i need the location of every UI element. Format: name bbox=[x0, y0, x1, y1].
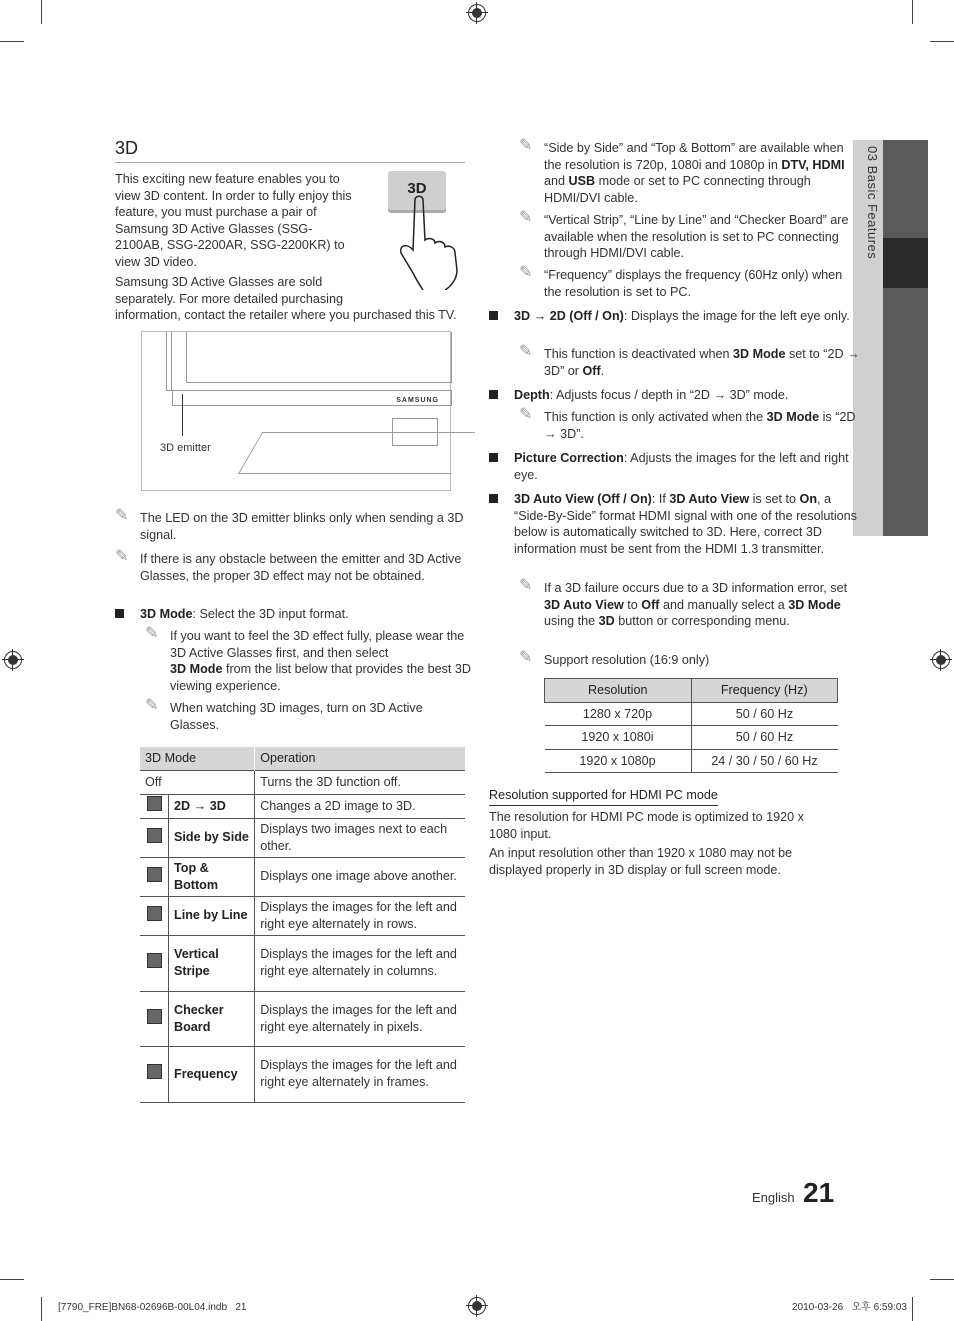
note-frequency: ✎ “Frequency” displays the frequency (60Hz only) when the resolution is set to PC. bbox=[519, 264, 843, 299]
table-row: Line by Line Displays the images for the left and right eye alternately in rows. bbox=[140, 896, 465, 935]
vertical-stripe-icon bbox=[147, 953, 162, 968]
note-pencil-icon: ✎ bbox=[519, 209, 533, 226]
bullet-3d-to-2d: 3D → 2D (Off / On): Displays the image for the left eye only. bbox=[489, 308, 859, 325]
line-by-line-icon bbox=[147, 906, 162, 921]
side-by-side-icon bbox=[147, 828, 162, 843]
pc-mode-title: Resolution supported for HDMI PC mode bbox=[489, 787, 718, 806]
3d-button-label: 3D bbox=[407, 180, 427, 197]
note-side-by-side-availability: ✎ “Side by Side” and “Top & Bottom” are available when the resolution is 720p, 1080i and 1080p in DTV, HDMI and USB mode or set to PC connecting through HDMI/DVI cable. bbox=[519, 137, 845, 205]
mode-2d-3d-icon bbox=[147, 796, 162, 811]
col-header-operation: Operation bbox=[255, 747, 465, 770]
pc-mode-paragraph-2: An input resolution other than 1920 x 1080 may not be displayed properly in 3D display or full screen mode. bbox=[489, 846, 793, 877]
note-turn-on-glasses: ✎ When watching 3D images, turn on 3D Active Glasses. bbox=[145, 697, 423, 732]
table-row: 1280 x 720p 50 / 60 Hz bbox=[545, 702, 838, 726]
note-pencil-icon: ✎ bbox=[519, 577, 533, 594]
table-row: Frequency Displays the images for the left and right eye alternately in frames. bbox=[140, 1046, 465, 1102]
page-number: 21 bbox=[803, 1177, 835, 1208]
note-pencil-icon: ✎ bbox=[519, 264, 533, 281]
crop-mark bbox=[930, 1279, 954, 1280]
note-wear-glasses: ✎ If you want to feel the 3D effect fully, please wear the 3D Active Glasses first, and then select 3D Mode from the list below that provides the best 3D viewing experience. bbox=[145, 625, 471, 693]
frequency-icon bbox=[147, 1064, 162, 1079]
registration-mark-icon bbox=[468, 1297, 486, 1315]
section-title: 3D bbox=[115, 138, 139, 158]
note-pencil-icon: ✎ bbox=[519, 343, 533, 360]
note-led: ✎ The LED on the 3D emitter blinks only when sending a 3D signal. bbox=[115, 507, 464, 542]
intro-paragraph: This exciting new feature enables you to view 3D content. In order to fully enjoy this feature, you must purchase a pair of Samsung 3D Active Glasses (SSG-2100AB, SSG-2200AR, SSG-2200KR) to view 3D video. bbox=[115, 172, 352, 269]
emitter-leader-line bbox=[182, 394, 183, 436]
top-bottom-icon bbox=[147, 867, 162, 882]
col-header-resolution: Resolution bbox=[545, 679, 692, 703]
table-row: Side by Side Displays two images next to each other. bbox=[140, 818, 465, 857]
title-rule bbox=[115, 162, 465, 163]
footer-file-info: [7790_FRE]BN68-02696B-00L04.indb 21 bbox=[58, 1302, 247, 1313]
emitter-label: 3D emitter bbox=[160, 442, 211, 454]
note-pencil-icon: ✎ bbox=[145, 625, 159, 642]
note-pencil-icon: ✎ bbox=[145, 697, 159, 714]
table-row: 1920 x 1080i 50 / 60 Hz bbox=[545, 726, 838, 750]
bullet-depth: Depth: Adjusts focus / depth in “2D → 3D” mode. bbox=[489, 387, 859, 404]
table-row: Top & Bottom Displays one image above another. bbox=[140, 857, 465, 896]
intro-paragraph-2a: Samsung 3D Active Glasses are sold separately. For more detailed purchasing bbox=[115, 275, 343, 306]
note-pencil-icon: ✎ bbox=[519, 406, 533, 423]
registration-mark-icon bbox=[4, 651, 22, 669]
bullet-3d-mode: 3D Mode: Select the 3D input format. bbox=[115, 606, 485, 623]
note-obstacle: ✎ If there is any obstacle between the emitter and 3D Active Glasses, the proper 3D effect may not be obtained. bbox=[115, 548, 462, 583]
crop-mark bbox=[912, 0, 913, 24]
note-3d-failure: ✎ If a 3D failure occurs due to a 3D information error, set 3D Auto View to Off and manually select a 3D Mode using the 3D button or corresponding menu. bbox=[519, 577, 848, 629]
hand-pointing-icon bbox=[395, 195, 470, 290]
pc-mode-paragraph-1: The resolution for HDMI PC mode is optimized to 1920 x 1080 input. bbox=[489, 810, 804, 841]
bullet-square-icon bbox=[489, 311, 498, 320]
crop-mark bbox=[41, 1297, 42, 1321]
side-tab-marker bbox=[883, 238, 928, 288]
side-tab-dark bbox=[883, 140, 928, 536]
crop-mark bbox=[0, 1279, 24, 1280]
tv-bezel-edge bbox=[166, 332, 172, 391]
tv-bottom-bezel bbox=[172, 390, 452, 406]
note-pencil-icon: ✎ bbox=[519, 137, 533, 154]
table-row: 1920 x 1080p 24 / 30 / 50 / 60 Hz bbox=[545, 749, 838, 773]
crop-mark bbox=[0, 41, 24, 42]
note-depth-activated: ✎ This function is only activated when the 3D Mode is “2D → 3D”. bbox=[519, 406, 856, 441]
table-row: Vertical Stripe Displays the images for the left and right eye alternately in columns. bbox=[140, 935, 465, 991]
bullet-square-icon bbox=[115, 609, 124, 618]
crop-mark bbox=[41, 0, 42, 24]
note-vertical-strip: ✎ “Vertical Strip”, “Line by Line” and “Checker Board” are available when the resolution is set to PC connecting through HDMI/DVI cable. bbox=[519, 209, 849, 261]
tv-brand-logo: SAMSUNG bbox=[396, 397, 439, 404]
col-header-frequency: Frequency (Hz) bbox=[691, 679, 838, 703]
note-deactivated: ✎ This function is deactivated when 3D Mode set to “2D → 3D” or Off. bbox=[519, 343, 860, 378]
table-row: 2D → 3D Changes a 2D image to 3D. bbox=[140, 794, 465, 818]
bullet-3d-auto-view: 3D Auto View (Off / On): If 3D Auto View is set to On, a “Side-By-Side” format HDMI signal with one of the resolutions below is automatically switched to 3D. Here, correct 3D information must be sent from the HDMI 1.3 transmitter. bbox=[489, 491, 859, 557]
crop-mark bbox=[912, 1297, 913, 1321]
bullet-square-icon bbox=[489, 390, 498, 399]
bullet-picture-correction: Picture Correction: Adjusts the images for the left and right eye. bbox=[489, 450, 859, 483]
table-row: Checker Board Displays the images for the left and right eye alternately in pixels. bbox=[140, 991, 465, 1046]
bullet-square-icon bbox=[489, 453, 498, 462]
note-pencil-icon: ✎ bbox=[115, 548, 129, 565]
checker-board-icon bbox=[147, 1009, 162, 1024]
side-tab-label: 03 Basic Features bbox=[865, 146, 880, 260]
intro-paragraph-2b: information, contact the retailer where you purchased this TV. bbox=[115, 308, 457, 322]
tv-illustration bbox=[141, 331, 451, 491]
resolution-table bbox=[544, 678, 838, 773]
note-support-resolution: ✎ Support resolution (16:9 only) bbox=[519, 649, 710, 667]
registration-mark-icon bbox=[468, 4, 486, 22]
registration-mark-icon bbox=[932, 651, 950, 669]
tv-screen bbox=[186, 332, 452, 383]
footer-date: 2010-03-26 오후 6:59:03 bbox=[792, 1302, 907, 1313]
col-header-mode: 3D Mode bbox=[140, 747, 255, 770]
footer-language: English bbox=[752, 1190, 795, 1205]
tv-stand-base bbox=[238, 432, 475, 474]
note-pencil-icon: ✎ bbox=[115, 507, 129, 524]
crop-mark bbox=[930, 41, 954, 42]
table-row: Off Turns the 3D function off. bbox=[140, 770, 465, 794]
3d-mode-table bbox=[140, 747, 465, 1103]
bullet-square-icon bbox=[489, 494, 498, 503]
note-pencil-icon: ✎ bbox=[519, 649, 533, 666]
